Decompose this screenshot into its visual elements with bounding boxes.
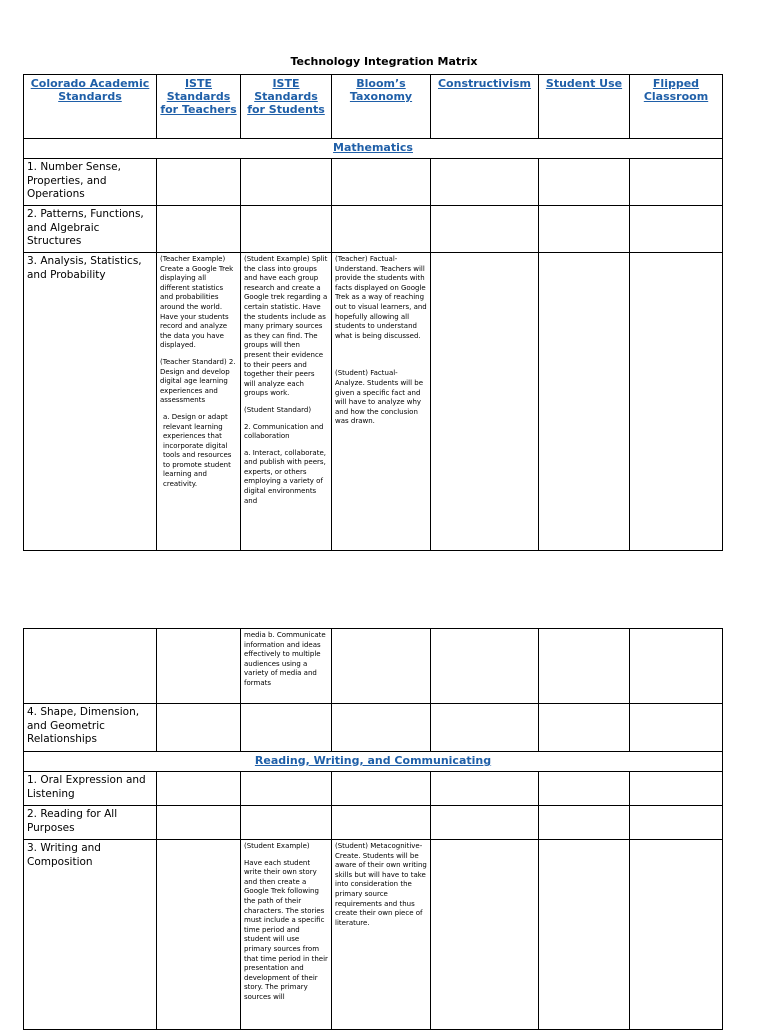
- blooms-cell: (Student) Metacognitive- Create. Students will be aware of their own writing skills but will have to take into consideration the primary source requirements and thus create their own piece of literature.: [332, 840, 431, 1030]
- student-standard-detail: a. Interact, collaborate, and publish with peers, experts, or others employing a variety of digital environments and: [244, 448, 326, 505]
- iste-students-cell: [241, 840, 332, 1030]
- header-blooms-taxonomy[interactable]: Bloom’s Taxonomy: [332, 75, 431, 139]
- iste-teachers-cell: [157, 253, 241, 551]
- iste-students-cell-continued: media b. Communicate information and ideas effectively to multiple audiences using a variety of media and formats: [241, 629, 332, 704]
- student-standard-text: 2. Communication and collaboration: [244, 422, 324, 441]
- standard-cell: 2. Reading for All Purposes: [24, 806, 157, 840]
- header-flipped-classroom[interactable]: Flipped Classroom: [630, 75, 723, 139]
- section-heading-reading-writing[interactable]: Reading, Writing, and Communicating: [24, 752, 723, 772]
- iste-students-cell: [241, 253, 332, 551]
- teacher-standard-detail: a. Design or adapt relevant learning experiences that incorporate digital tools and resources to promote student learning and creativity.: [163, 412, 232, 489]
- standard-cell: 1. Oral Expression and Listening: [24, 772, 157, 806]
- header-colorado-standards[interactable]: Colorado Academic Standards: [24, 75, 157, 139]
- table-row: [24, 840, 723, 1030]
- document-title: Technology Integration Matrix: [290, 55, 478, 68]
- matrix-table-page-1: [23, 74, 723, 551]
- matrix-table-page-2: [23, 628, 723, 1030]
- standard-cell: 1. Number Sense, Properties, and Operations: [24, 159, 157, 206]
- standard-cell: 4. Shape, Dimension, and Geometric Relationships: [24, 704, 157, 752]
- header-student-use[interactable]: Student Use: [539, 75, 630, 139]
- blooms-teacher-text: (Teacher) Factual- Understand. Teachers will provide the students with facts displayed on Google Trek as a way of reaching out to visual learners, and hopefully allowing all students to understand what is being discussed.: [335, 255, 427, 340]
- table-row: [24, 159, 723, 206]
- standard-cell: 3. Analysis, Statistics, and Probability: [24, 253, 157, 551]
- table-row: [24, 772, 723, 806]
- header-row: [24, 75, 723, 139]
- section-row-mathematics: [24, 139, 723, 159]
- teacher-example-text: (Teacher Example) Create a Google Trek displaying all different statistics and probabilities around the world. Have your students record and analyze the data you have displayed.: [160, 255, 234, 350]
- header-constructivism[interactable]: Constructivism: [431, 75, 539, 139]
- table-row: [24, 253, 723, 551]
- blooms-cell: [332, 253, 431, 551]
- blooms-student-text: (Student) Factual- Analyze. Students will be given a specific fact and will have to analyze why and how the conclusion was drawn.: [335, 369, 423, 426]
- table-row: [24, 629, 723, 704]
- student-example-label: (Student Example): [244, 842, 310, 850]
- student-example-text: Have each student write their own story and then create a Google Trek following the path of their characters. The stories must include a specific time period and student will use primary sources from that time period in their presentation and development of their story. The primary sources will: [244, 858, 328, 1001]
- table-row: [24, 206, 723, 253]
- section-heading-mathematics[interactable]: Mathematics: [24, 139, 723, 159]
- student-example-text: (Student Example) Split the class into groups and have each group research and create a Google trek regarding a certain statistic. Have the students include as many primary sources as they can find. The groups will then present their evidence to their peers and together their peers will analyze each groups work.: [244, 255, 328, 398]
- header-iste-students[interactable]: ISTE Standards for Students: [241, 75, 332, 139]
- table-row: [24, 806, 723, 840]
- standard-cell: 2. Patterns, Functions, and Algebraic Structures: [24, 206, 157, 253]
- student-standard-label: (Student Standard): [244, 405, 312, 414]
- header-iste-teachers[interactable]: ISTE Standards for Teachers: [157, 75, 241, 139]
- table-row: [24, 704, 723, 752]
- section-row-reading-writing: [24, 752, 723, 772]
- standard-cell: 3. Writing and Composition: [24, 840, 157, 1030]
- teacher-standard-text: (Teacher Standard) 2. Design and develop digital age learning experiences and assessments: [160, 357, 236, 405]
